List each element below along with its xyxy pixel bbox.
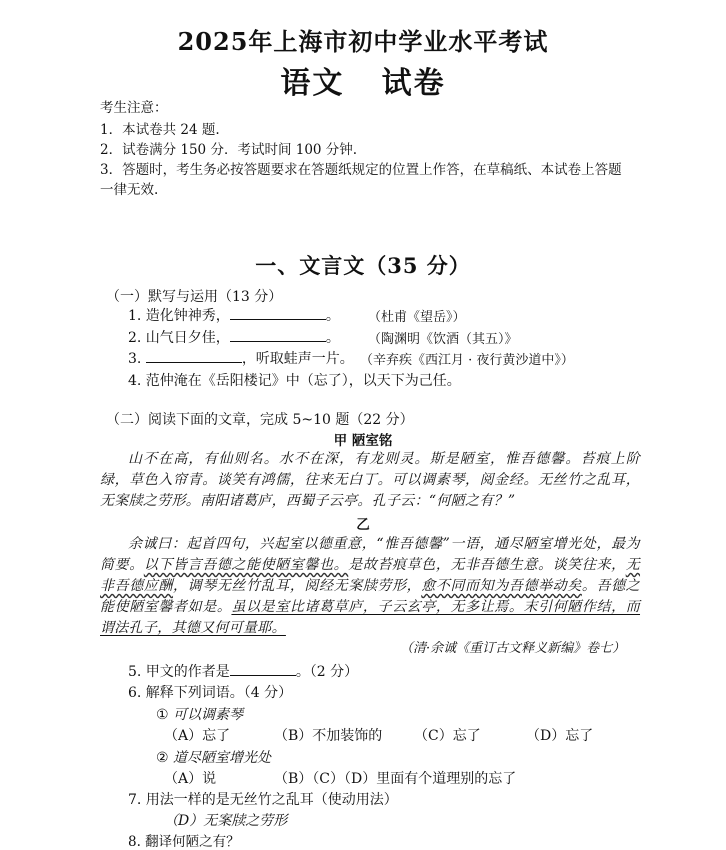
notice-item-3: 3．答题时，考生务必按答题要求在答题纸规定的位置上作答，在草稿纸、本试卷上答题 xyxy=(100,162,622,178)
notice-item-1: 1．本试卷共 24 题. xyxy=(100,122,220,138)
question-5-score: 。（2 分） xyxy=(295,664,359,680)
part2-title: （二）阅读下面的文章，完成 5~10 题（22 分） xyxy=(106,412,414,428)
question-6: 6. 解释下列词语。（4 分） xyxy=(128,685,293,701)
notice-label: 考生注意： xyxy=(100,100,168,116)
answer-blank[interactable] xyxy=(230,661,296,676)
question-7: 7. 用法一样的是无丝竹之乱耳（使动用法） xyxy=(128,792,398,808)
passage-jia xyxy=(100,449,640,512)
exam-title: 2025年上海市初中学业水平考试 xyxy=(177,27,549,56)
question-1-source: （杜甫《望岳》） xyxy=(368,310,466,325)
option-d[interactable]: （D）无案牍之劳形 xyxy=(164,813,288,829)
passage-yi-segment: 余诚曰：起首四句，兴起室以德重意，“惟吾德馨”一语，通尽陋室增光处，最为简要。 xyxy=(100,536,640,573)
option-bcd[interactable]: （B）（C）（D）里面有个道理别的忘了 xyxy=(274,771,517,787)
passage-yi-title: 乙 xyxy=(356,517,370,533)
exam-subtitle: 语文 试卷 xyxy=(280,66,446,101)
option-b[interactable]: （B）不加装饰的 xyxy=(274,728,383,744)
passage-jia-title: 甲 陋室铭 xyxy=(333,433,393,449)
question-5-text: 5. 甲文的作者是 xyxy=(128,664,230,680)
question-4: 4. 范仲淹在《岳阳楼记》中（忘了），以天下为己任。 xyxy=(128,373,461,389)
passage-yi-segment: 。吾德之能使陋室馨者如是。 xyxy=(100,578,640,615)
passage-yi-segment: 是故苔痕草色，无非吾德生意。谈笑往来， xyxy=(348,557,626,573)
question-1 xyxy=(128,305,340,325)
passage-yi-text xyxy=(100,534,640,639)
question-6-2-text: 道尽陋室增光处 xyxy=(173,750,272,766)
option-a[interactable]: （A）忘了 xyxy=(164,728,231,744)
question-2-end: 。 xyxy=(325,330,340,346)
answer-blank[interactable] xyxy=(230,327,326,342)
passage-yi-wavy-segment: 无非吾德应酬 xyxy=(100,557,641,594)
passage-yi-segment: ，调琴无丝竹乱耳，阅经无案牍劳形， xyxy=(173,578,422,594)
passage-yi-wavy-segment: 以下皆言吾德之能使陋室馨也。 xyxy=(143,557,349,573)
option-d[interactable]: （D）忘了 xyxy=(526,728,594,744)
question-2-text: 2. 山气日夕佳， xyxy=(128,330,230,346)
question-1-text: 1. 造化钟神秀， xyxy=(128,308,230,324)
option-a[interactable]: （A）说 xyxy=(164,771,217,787)
passage-yi-underlined-segment: 虽以是室比诸葛草庐，子云玄亭，无多让焉。末引何陋作结，而谓法孔子，其德又何可量耶。 xyxy=(100,599,641,636)
passage-yi-source: （清·余诚《重订古文释义新编》卷七） xyxy=(400,641,626,656)
section-title: 一、文言文（35 分） xyxy=(255,253,471,278)
option-c[interactable]: （C）忘了 xyxy=(414,728,481,744)
notice-item-2: 2．试卷满分 150 分．考试时间 100 分钟. xyxy=(100,142,358,158)
answer-blank[interactable] xyxy=(230,305,326,320)
question-5 xyxy=(128,661,358,681)
question-8: 8. 翻译何陋之有？ xyxy=(128,834,240,850)
circled-number: ① xyxy=(156,707,169,723)
passage-yi-wavy-segment: 愈不同而知为吾德举动矣 xyxy=(421,578,582,594)
passage-jia-text: 山不在高，有仙则名。水不在深，有龙则灵。斯是陋室，惟吾德馨。苔痕上阶绿，草色入帘青。谈笑有鸿儒，往来无白丁。可以调素琴，阅金经。无丝竹之乱耳，无案牍之劳形。南阳诸葛庐，西蜀子云亭。孔子云：“何陋之有？” xyxy=(100,451,640,509)
question-6-1 xyxy=(156,704,243,724)
question-3-number: 3. xyxy=(128,351,146,367)
notice-item-4: 一律无效. xyxy=(100,182,159,198)
question-3 xyxy=(128,348,354,368)
answer-blank[interactable] xyxy=(146,348,242,363)
question-6-1-text: 可以调素琴 xyxy=(173,707,244,723)
circled-number: ② xyxy=(156,750,169,766)
question-2 xyxy=(128,327,340,347)
question-1-end: 。 xyxy=(325,308,340,324)
passage-yi xyxy=(100,534,640,639)
question-6-2 xyxy=(156,747,271,767)
question-3-source: （辛弃疾《西江月 · 夜行黄沙道中》） xyxy=(360,353,574,368)
question-3-text: ，听取蛙声一片。 xyxy=(241,351,354,367)
question-2-source: （陶渊明《饮酒（其五）》 xyxy=(368,332,518,347)
part1-title: （一）默写与运用（13 分） xyxy=(106,289,283,305)
